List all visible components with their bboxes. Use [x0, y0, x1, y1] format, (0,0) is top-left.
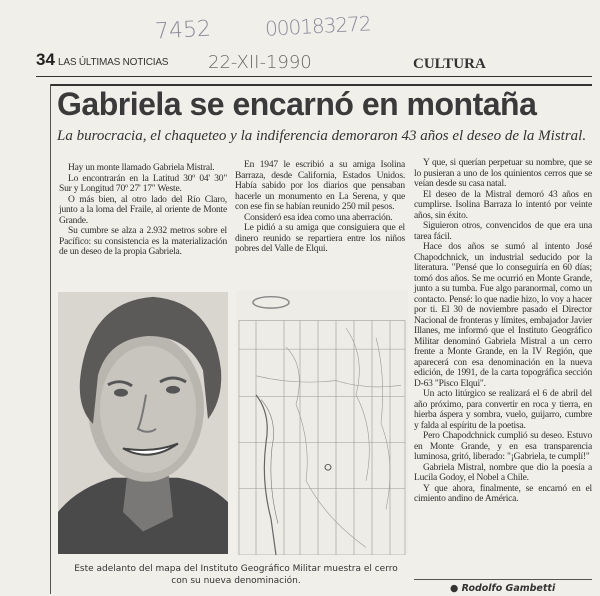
- article-column-1: [59, 163, 227, 258]
- page-number: 34: [36, 50, 55, 69]
- paragraph: Siguieron otros, convencidos de que era una tarea fácil.: [414, 221, 592, 242]
- paragraph: Y que ahora, finalmente, se encarnó en el cimiento andino de América.: [414, 483, 592, 504]
- paragraph: El deseo de la Mistral demoró 43 años en cumplirse. Isolina Barraza lo intentó por veinte años, sin éxito.: [414, 189, 592, 221]
- author-name: Rodolfo Gambetti: [461, 583, 556, 594]
- handwritten-date: 22-XII-1990: [208, 52, 312, 73]
- article-column-2: [235, 160, 405, 255]
- paragraph: Hace dos años se sumó al intento José Chapodchnick, un industrial seducido por la literatura. "Pensé que lo conseguiría en 60 días; tomó dos años. Se me ocurrió en Monte Grande, junto a su tumba. Fue algo paranormal, como un contacto. Pensé: lo que nadie hizo, lo voy a hacer por ti. El 30 de noviembre pasado el Director Nacional de fronteras y límites, embajador Javier Illanes, me informó que el Instituto Geográfico Militar denominó Gabriela Mistral a un cerro frente a Monte Grande, en la IV Región, que aparecerá con esa denominación en la nueva edición, de 1991, de la carta topográfica sección D-63 "Pisco Elqui".: [414, 242, 592, 389]
- handwritten-catalog-number: 000183272: [264, 11, 372, 41]
- subheadline: La burocracia, el chaqueteo y la indiferencia demoraron 43 años el deseo de la Mistral.: [57, 128, 587, 144]
- article-column-3: [414, 158, 592, 505]
- paragraph: Pero Chapodchnick cumplió su deseo. Estuvo en Monte Grande, y en esa transparencia luminosa, gritó, liberado: "¡Gabriela, te cumplí!": [414, 431, 592, 462]
- handwritten-archive-number: 7452: [154, 16, 212, 45]
- paragraph: Le pidió a su amiga que consiguiera que el dinero reunido se repartiera entre los niños pobres del Valle de Elqui.: [235, 223, 405, 254]
- paragraph: Y que, si querían perpetuar su nombre, que se lo pusieran a uno de los quinientos cerros que se veían desde su casa natal.: [414, 158, 592, 189]
- newspaper-name: LAS ÚLTIMAS NOTICIAS: [58, 57, 169, 68]
- byline: ● Rodolfo Gambetti: [450, 583, 556, 594]
- paragraph: Su cumbre se alza a 2.932 metros sobre el Pacífico: su consistencia es la materialización de un deseo de la propia Gabriela.: [59, 226, 227, 257]
- paragraph: Hay un monte llamado Gabriela Mistral.: [68, 163, 215, 173]
- paragraph: Consideró esa idea como una aberración.: [244, 212, 393, 223]
- portrait-photo: [58, 292, 228, 554]
- headline: Gabriela se encarnó en montaña: [57, 86, 537, 122]
- section-label: CULTURA: [413, 56, 486, 72]
- paragraph: Un acto litúrgico se realizará el 6 de abril del año próximo, para convertir en roca y tierra, en hierba áspera y sombra, vuelo, guijarro, cumbre y falda al espíritu de la poetisa.: [414, 389, 592, 431]
- photo-caption: Este adelanto del mapa del Instituto Geográfico Militar muestra el cerro con su nueva denominación.: [74, 564, 398, 586]
- byline-rule: [414, 579, 592, 580]
- topographic-map: [236, 290, 408, 555]
- article-left-border: [50, 84, 51, 594]
- paragraph: Lo encontrarán en la Latitud 30º 04' 30" Sur y Longitud 70º 27' 17" Weste.: [59, 173, 227, 194]
- masthead-rule: [36, 76, 592, 77]
- paragraph: O más bien, al otro lado del Río Claro, junto a la loma del Fraile, al oriente de Monte Grande.: [59, 194, 227, 226]
- paragraph: Gabriela Mistral, nombre que dio la poesía a Lucila Godoy, el Nobel a Chile.: [414, 462, 592, 483]
- paragraph: En 1947 le escribió a su amiga Isolina Barraza, desde California, Estados Unidos. Había sabido por los diarios que pensaban hacerle un monumento en La Serena, y que con ese fin se habían reunido 250 mil pesos.: [235, 160, 405, 212]
